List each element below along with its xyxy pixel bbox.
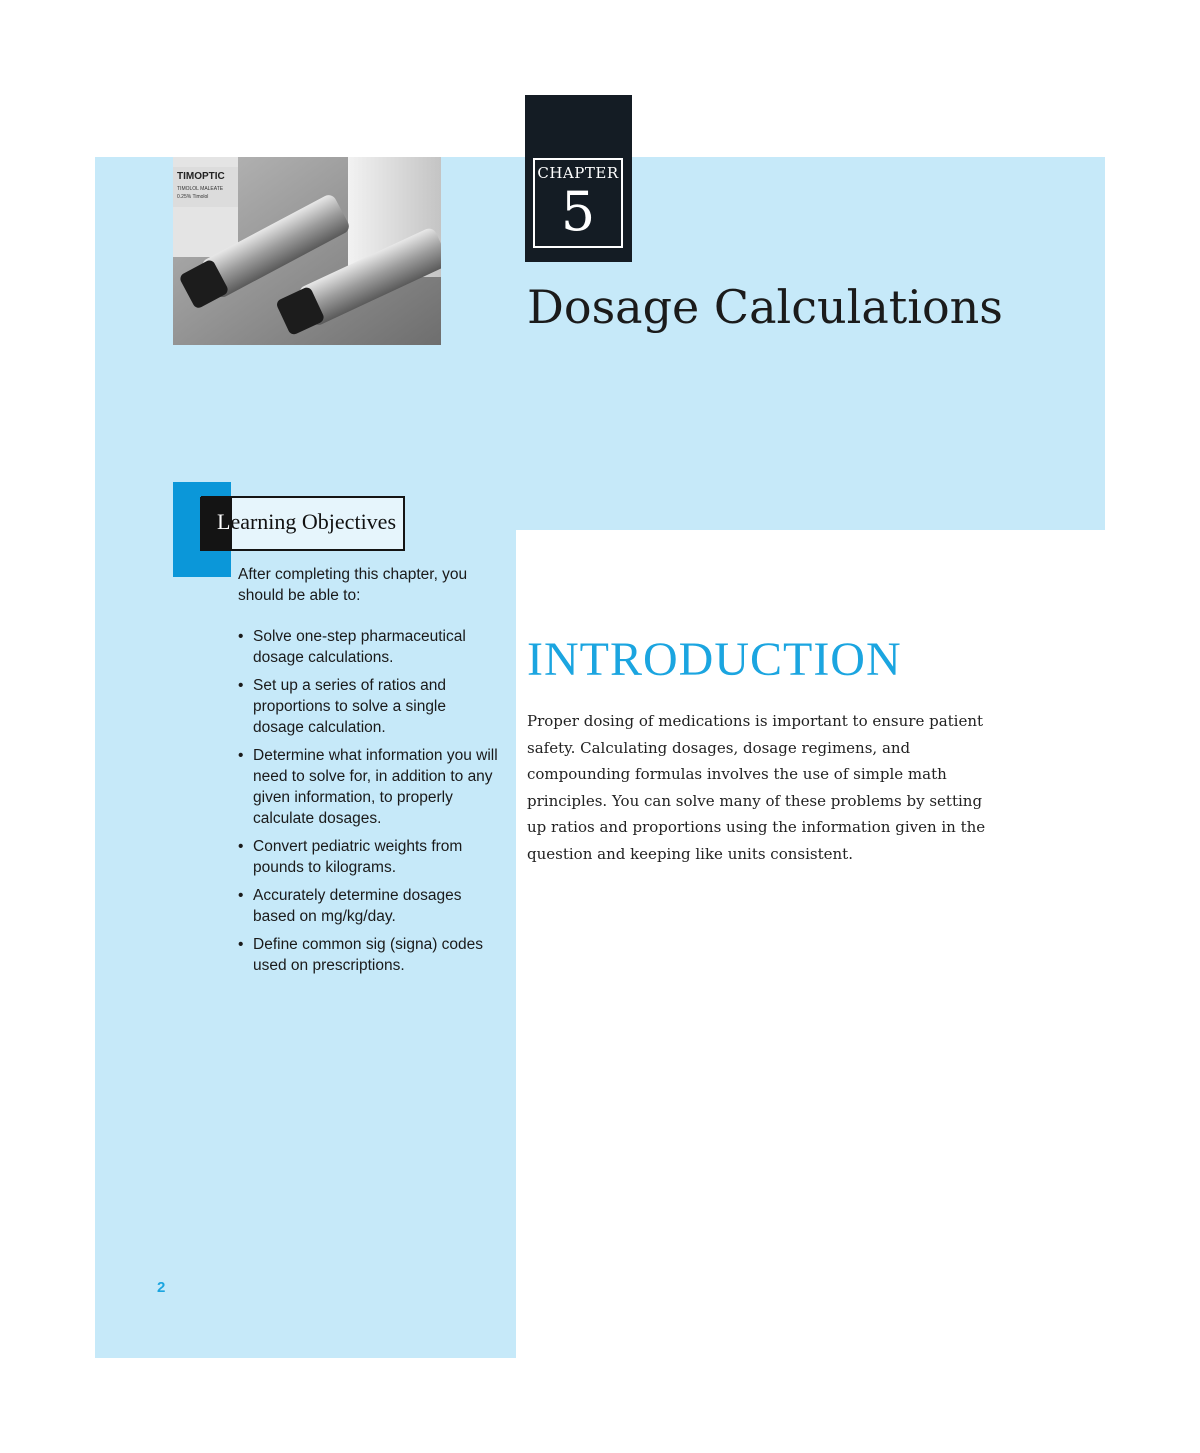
bottle-caption-line: TIMOLOL MALEATE bbox=[177, 186, 224, 192]
list-item bbox=[238, 934, 500, 976]
list-item bbox=[238, 745, 500, 829]
bullet-icon: • bbox=[238, 838, 244, 855]
bullet-icon: • bbox=[238, 936, 244, 953]
bullet-icon: • bbox=[238, 747, 244, 764]
list-item bbox=[238, 626, 500, 668]
introduction-body: Proper dosing of medications is important to ensure patient safety. Calculating dosages, dosage regimens, and compounding formulas involves the use of simple math principles. You can solve many of these problems by setting up ratios and proportions using the information given in the question and keeping like units consistent. bbox=[527, 712, 986, 863]
list-item-text: Define common sig (signa) codes used on prescriptions. bbox=[253, 936, 484, 974]
learning-objectives-list bbox=[238, 626, 500, 983]
list-item-text: Accurately determine dosages based on mg/kg/day. bbox=[253, 887, 462, 925]
learning-objectives-intro: After completing this chapter, you should be able to: bbox=[238, 566, 468, 604]
learning-objectives-title-rest: earning Objectives bbox=[230, 509, 397, 534]
list-item bbox=[238, 675, 500, 738]
page-number: 2 bbox=[157, 1279, 166, 1296]
bullet-icon: • bbox=[238, 628, 244, 645]
chapter-number-frame bbox=[533, 158, 623, 248]
list-item bbox=[238, 885, 500, 927]
learning-objectives-title-initial: L bbox=[217, 509, 231, 534]
bullet-icon: • bbox=[238, 887, 244, 904]
chapter-number: 5 bbox=[560, 180, 596, 243]
bottle-label-text: TIMOPTIC bbox=[177, 171, 225, 182]
list-item-text: Determine what information you will need to solve for, in addition to any given information, to properly calculate dosages. bbox=[253, 747, 498, 827]
chapter-title: Dosage Calculations bbox=[527, 280, 1003, 334]
bottle-caption-line: 0.25% Timolol bbox=[177, 194, 209, 200]
introduction-heading: INTRODUCTION bbox=[527, 633, 902, 686]
list-item-text: Solve one-step pharmaceutical dosage calculations. bbox=[253, 628, 466, 666]
learning-objectives-title bbox=[217, 509, 396, 535]
list-item-text: Convert pediatric weights from pounds to kilograms. bbox=[253, 838, 463, 876]
list-item bbox=[238, 836, 500, 878]
medication-photo-drawing bbox=[173, 157, 441, 345]
list-item-text: Set up a series of ratios and proportions to solve a single dosage calculation. bbox=[253, 677, 447, 736]
chapter-label: CHAPTER bbox=[537, 164, 619, 182]
bullet-icon: • bbox=[238, 677, 244, 694]
medication-photo bbox=[173, 157, 441, 345]
